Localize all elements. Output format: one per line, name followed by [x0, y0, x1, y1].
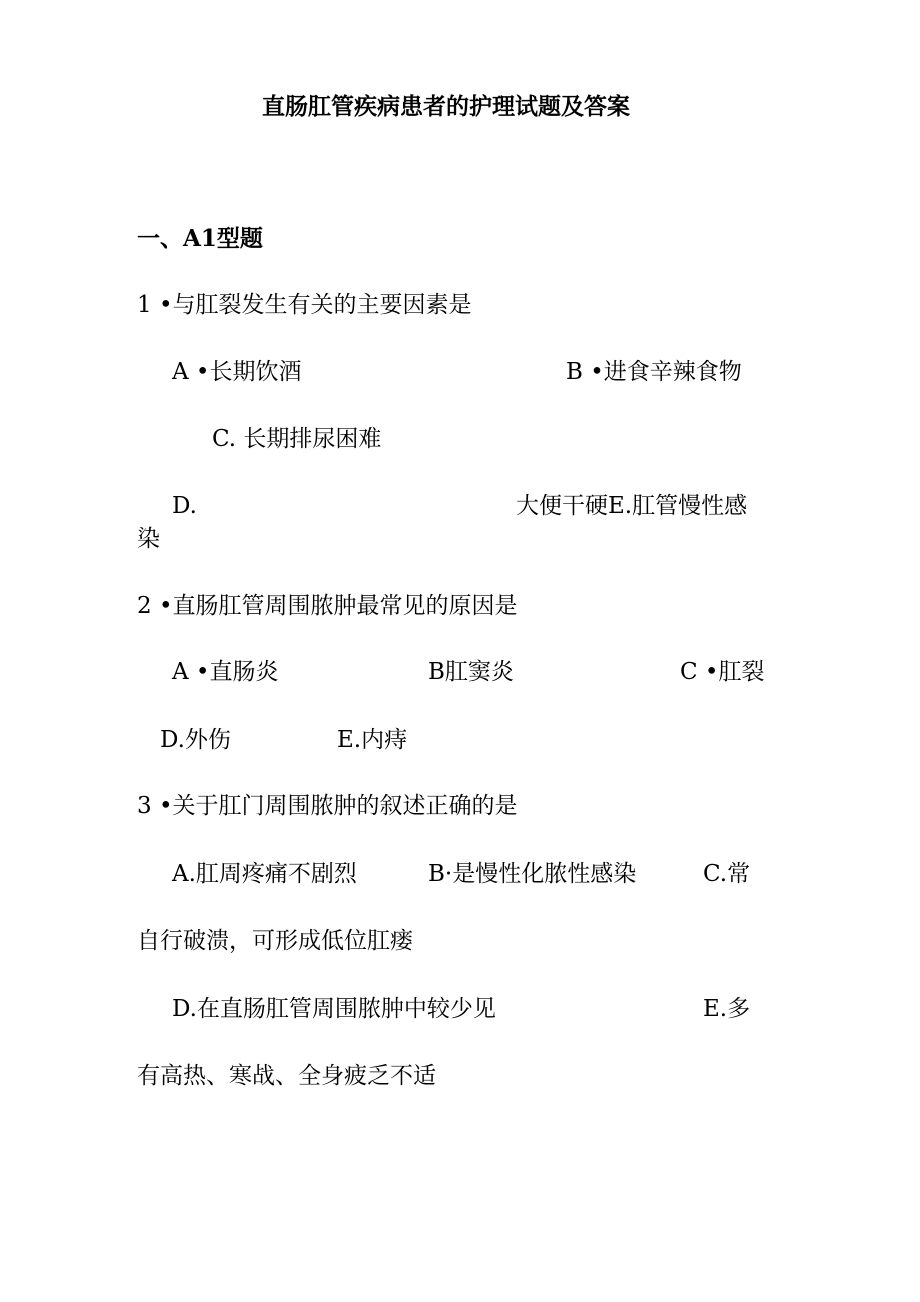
- option-e: E.多: [703, 996, 751, 1022]
- option-c: C •肛裂: [680, 659, 765, 685]
- option-d: D.在直肠肛管周围脓肿中较少见: [172, 996, 496, 1022]
- question-stem: 1 •与肛裂发生有关的主要因素是: [137, 292, 472, 318]
- option-e-continuation: 有高热、寒战、全身疲乏不适: [137, 1063, 436, 1089]
- option-b: B·是慢性化脓性感染: [428, 861, 637, 887]
- option-e: E.内痔: [337, 727, 408, 753]
- option-c-continuation: 自行破溃，可形成低位肛瘘: [137, 928, 413, 954]
- section-heading: 一、A1型题: [137, 225, 263, 252]
- question-stem: 2 •直肠肛管周围脓肿最常见的原因是: [137, 593, 518, 619]
- option-b: B •进食辛辣食物: [566, 359, 742, 385]
- option-d-label: D.: [172, 493, 197, 519]
- option-a: A.肛周疼痛不剧烈: [172, 861, 357, 887]
- option-d-text: 大便干硬E.肛管慢性感: [516, 493, 748, 519]
- option-d-continuation: 染: [137, 526, 160, 552]
- option-a: A •长期饮酒: [172, 359, 302, 385]
- option-c: C.常: [703, 861, 751, 887]
- document-title: 直肠肛管疾病患者的护理试题及答案: [262, 93, 630, 120]
- option-d: D.外伤: [160, 727, 231, 753]
- option-b: B肛窦炎: [428, 659, 514, 685]
- option-a: A •直肠炎: [172, 659, 279, 685]
- option-c: C. 长期排尿困难: [212, 426, 382, 452]
- question-stem: 3 •关于肛门周围脓肿的叙述正确的是: [137, 793, 518, 819]
